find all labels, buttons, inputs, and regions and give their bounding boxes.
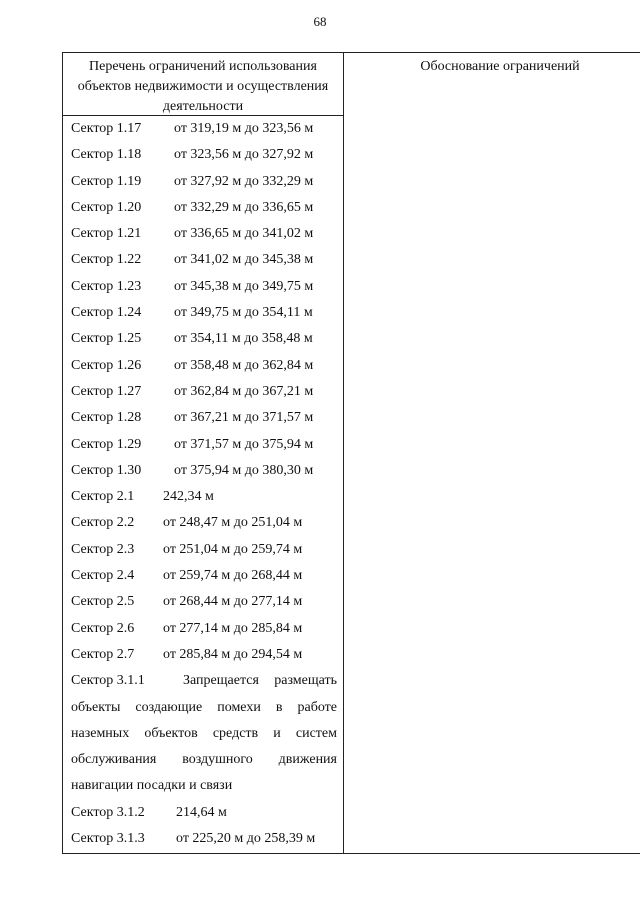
sector-range: от 349,75 м до 354,11 м	[174, 305, 313, 321]
sector-label: Сектор 1.30	[71, 462, 142, 478]
table-row	[71, 195, 337, 221]
sector-range: 214,64 м	[176, 804, 227, 820]
table-row	[71, 142, 337, 168]
sector-range: от 285,84 м до 294,54 м	[163, 646, 303, 662]
table-row	[71, 300, 337, 326]
sector-label: Сектор 3.1.1	[71, 673, 145, 689]
sector-label: Сектор 2.3	[71, 541, 135, 557]
sector-label: Сектор 1.23	[71, 278, 142, 294]
sector-3-1-1-restriction	[71, 668, 337, 799]
sector-range: от 371,57 м до 375,94 м	[174, 436, 314, 452]
table-row	[71, 563, 337, 589]
table-row	[71, 484, 337, 510]
sector-range: от 327,92 м до 332,29 м	[174, 173, 314, 189]
table-row	[71, 616, 337, 642]
table-row	[71, 826, 337, 852]
table-row	[71, 537, 337, 563]
sector-label: Сектор 1.20	[71, 199, 142, 215]
sector-label: Сектор 2.5	[71, 594, 135, 610]
sector-label: Сектор 2.7	[71, 646, 135, 662]
sector-label: Сектор 1.28	[71, 410, 142, 426]
header-justification: Обоснование ограничений	[420, 59, 580, 74]
sector-label: Сектор 1.21	[71, 226, 142, 242]
table-row	[71, 379, 337, 405]
sector-range: от 332,29 м до 336,65 м	[174, 199, 314, 215]
restrictions-table	[62, 52, 640, 854]
sector-range: от 319,19 м до 323,56 м	[174, 121, 314, 136]
sector-label: Сектор 1.29	[71, 436, 142, 452]
sector-label: Сектор 2.1	[71, 489, 135, 505]
sector-label: Сектор 2.6	[71, 620, 135, 636]
sector-label: Сектор 1.19	[71, 173, 142, 189]
sector-range: от 367,21 м до 371,57 м	[174, 410, 314, 426]
header-restrictions-list: Перечень ограничений использования объектов недвижимости и осуществления деятельности	[77, 59, 329, 114]
sector-range: от 225,20 м до 258,39 м	[176, 831, 316, 847]
sector-range: от 358,48 м до 362,84 м	[174, 357, 314, 373]
table-row	[71, 353, 337, 379]
table-row	[71, 432, 337, 458]
table-row	[71, 405, 337, 431]
column-divider	[343, 53, 344, 853]
sector-range: 242,34 м	[163, 489, 214, 505]
sector-range: от 375,94 м до 380,30 м	[174, 462, 314, 478]
table-row	[71, 458, 337, 484]
sector-range: от 248,47 м до 251,04 м	[163, 515, 303, 531]
sector-range: от 336,65 м до 341,02 м	[174, 226, 314, 242]
sector-label: Сектор 1.17	[71, 121, 142, 136]
table-row	[71, 274, 337, 300]
sector-label: Сектор 1.24	[71, 305, 142, 321]
table-row	[71, 169, 337, 195]
sector-range: от 323,56 м до 327,92 м	[174, 147, 314, 163]
table-row	[71, 116, 337, 142]
table-row	[71, 326, 337, 352]
table-row	[71, 642, 337, 668]
page-number: 68	[313, 14, 327, 29]
table-row	[71, 589, 337, 615]
sector-label: Сектор 1.27	[71, 383, 142, 399]
sector-label: Сектор 1.25	[71, 331, 142, 347]
table-row	[71, 221, 337, 247]
sector-label: Сектор 1.26	[71, 357, 142, 373]
sector-range: от 268,44 м до 277,14 м	[163, 594, 303, 610]
sector-range: от 345,38 м до 349,75 м	[174, 278, 314, 294]
sector-range: от 354,11 м до 358,48 м	[174, 331, 313, 347]
table-row	[71, 510, 337, 536]
sector-label: Сектор 1.22	[71, 252, 142, 268]
sector-label: Сектор 1.18	[71, 147, 142, 163]
restrictions-column	[71, 116, 337, 852]
table-row	[71, 800, 337, 826]
sector-range: от 251,04 м до 259,74 м	[163, 541, 303, 557]
sector-label: Сектор 3.1.3	[71, 831, 145, 847]
sector-label: Сектор 2.4	[71, 568, 135, 584]
sector-range: от 259,74 м до 268,44 м	[163, 568, 303, 584]
sector-label: Сектор 3.1.2	[71, 804, 145, 820]
sector-range: от 362,84 м до 367,21 м	[174, 383, 314, 399]
sector-range: от 277,14 м до 285,84 м	[163, 620, 303, 636]
sector-range: от 341,02 м до 345,38 м	[174, 252, 314, 268]
sector-label: Сектор 2.2	[71, 515, 135, 531]
table-row	[71, 247, 337, 273]
restriction-text: Запрещается размещать объекты создающие помехи в работе наземных объектов средств и систем обслуживания воздушного движения навигации посадки и связи	[71, 673, 337, 794]
